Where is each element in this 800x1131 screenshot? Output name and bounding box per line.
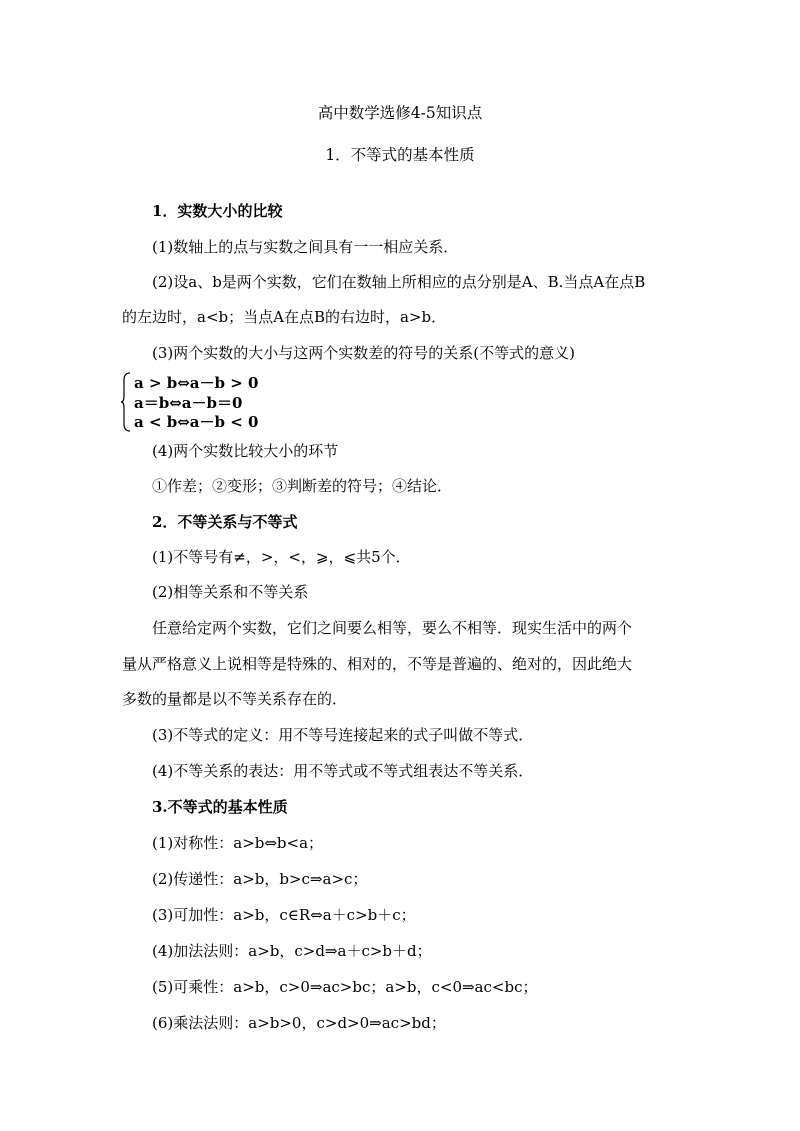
section-1-item-3: (3)两个实数的大小与这两个实数差的符号的关系(不等式的意义)	[152, 344, 575, 362]
section-2-item-2: (2)相等关系和不等关系	[152, 583, 309, 601]
property-multiplicativity: (5)可乘性：a>b，c>0⇒ac>bc；a>b，c<0⇒ac<bc；	[152, 978, 538, 996]
section-1-steps: ①作差；②变形；③判断差的符号；④结论．	[152, 477, 453, 495]
section-1-item-2-line-2: 的左边时，a<b；当点A在点B的右边时，a>b．	[122, 308, 447, 326]
section-2-heading: 2．不等关系与不等式	[152, 513, 298, 531]
section-1-item-2-line-1: (2)设a、b是两个实数，它们在数轴上所相应的点分别是A、B.当点A在点B	[152, 273, 646, 291]
property-symmetry: (1)对称性：a>b⇔b<a；	[152, 834, 324, 852]
section-2-item-1: (1)不等号有≠，>，<，⩾，⩽共5个．	[152, 548, 411, 566]
section-1-item-1: (1)数轴上的点与实数之间具有一一相应关系．	[152, 238, 459, 256]
section-2-paragraph-line-3: 多数的量都是以不等关系存在的．	[122, 690, 348, 708]
property-additivity: (3)可加性：a>b，c∈R⇔a＋c>b＋c；	[152, 906, 416, 924]
section-2-item-4: (4)不等关系的表达：用不等式或不等式组表达不等关系．	[152, 762, 534, 780]
property-transitivity: (2)传递性：a>b，b>c⇒a>c；	[152, 870, 368, 888]
case-greater: a > b⇔a－b > 0	[134, 374, 259, 392]
property-multiplication-rule: (6)乘法法则：a>b>0，c>d>0⇒ac>bd；	[152, 1014, 446, 1032]
section-1-item-4: (4)两个实数比较大小的环节	[152, 442, 339, 460]
cases-brace	[120, 372, 132, 432]
section-2-item-3: (3)不等式的定义：用不等号连接起来的式子叫做不等式．	[152, 726, 534, 744]
case-equal: a＝b⇔a－b＝0	[134, 394, 243, 412]
document-title: 高中数学选修4-5知识点	[317, 104, 483, 122]
section-2-paragraph-line-1: 任意给定两个实数，它们之间要么相等，要么不相等．现实生活中的两个	[152, 619, 633, 637]
section-2-paragraph-line-2: 量从严格意义上说相等是特殊的、相对的，不等是普遍的、绝对的，因此绝大	[122, 655, 633, 673]
case-less: a < b⇔a－b < 0	[134, 413, 259, 431]
property-addition-rule: (4)加法法则：a>b，c>d⇒a＋c>b＋d；	[152, 942, 432, 960]
document-subtitle: 1．不等式的基本性质	[325, 146, 475, 164]
section-3-heading: 3.不等式的基本性质	[152, 798, 288, 816]
section-1-heading: 1．实数大小的比较	[152, 202, 283, 220]
